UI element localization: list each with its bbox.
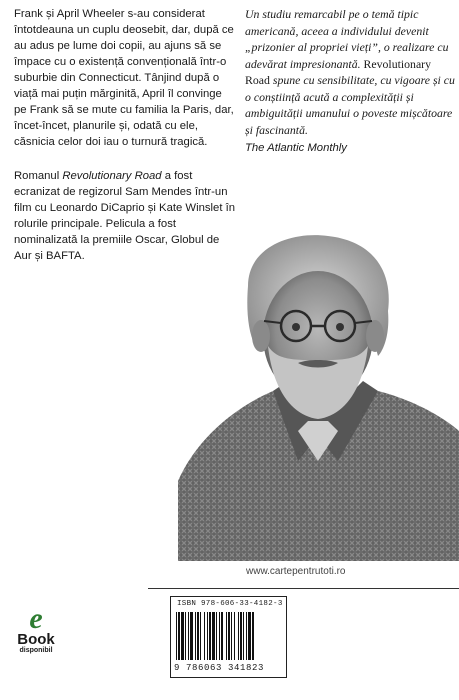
isbn-text: ISBN 978-606-33-4182-3 [177, 600, 283, 608]
ebook-word: Book [17, 631, 55, 648]
synopsis-paragraph-1: Frank și April Wheeler s-au considerat întotdeauna un cuplu deosebit, dar, după ce au adus pe lume doi copii, au ajuns să se împace cu o existență convențională într-o suburbie din Connecticut. Tânjind după o viață mai puțin mărginită, April îl convinge pe Frank să se mute cu familia la Paris, dar, încet-încet, planurile și, odată cu ele, căsnicia celor doi iau o turnură tragică. [14, 8, 234, 148]
barcode-number: 9 786063 341823 [174, 663, 265, 673]
synopsis [14, 6, 236, 264]
quote-text: spune cu sensibilitate, cu vigoare și cu o conștiință acută a complexității și ambiguității umanului o poveste mișcătoare și fascinantă. [245, 73, 455, 137]
quote-text: Un studiu remarcabil pe o temă tipic americană, aceea a individului devenit „prizonier al propriei vieți”, o realizare cu adevărat impresionantă. [245, 7, 449, 71]
book-title: Revolutionary Road [62, 170, 162, 182]
quote-book-title: Revolutionary Road [245, 56, 432, 87]
review-quote [245, 6, 455, 157]
barcode [170, 596, 287, 678]
barcode-bars [176, 612, 281, 662]
quote-source: The Atlantic Monthly [245, 142, 347, 154]
footer-divider [148, 588, 459, 589]
ebook-logo [10, 602, 62, 654]
synopsis-text: Romanul [14, 170, 63, 182]
ebook-e-icon: e [29, 602, 43, 635]
ebook-subtitle: disponibil [19, 647, 53, 654]
synopsis-text: a fost ecranizat de regizorul Sam Mendes într-un film cu Leonardo DiCaprio și Kate Winslet în rolurile principale. Pelicula a fost nominalizată la premiile Oscar, Globul de Aur și BAFTA. [14, 170, 236, 262]
author-photo [178, 231, 459, 561]
url-text[interactable]: www.cartepentrutoti.ro [246, 566, 346, 577]
